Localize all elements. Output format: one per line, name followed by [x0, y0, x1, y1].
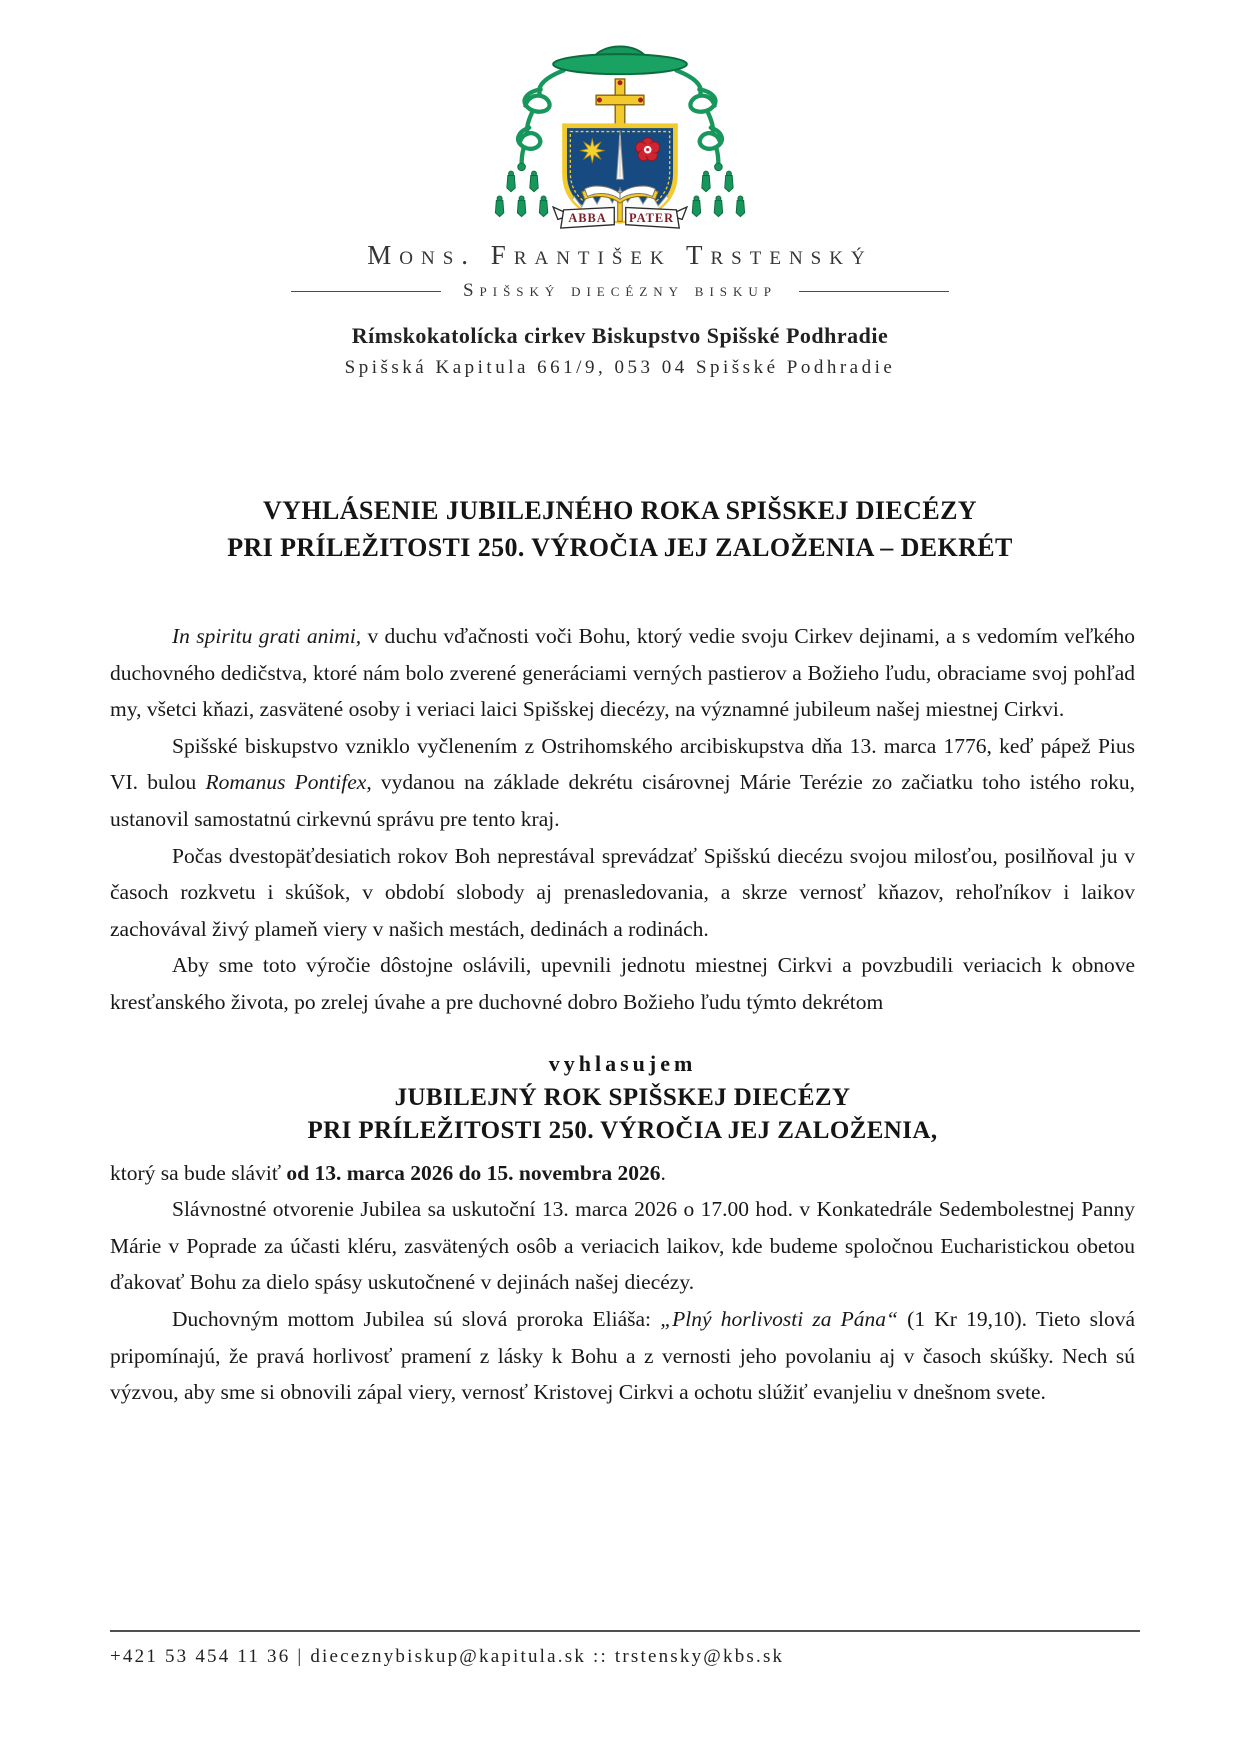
role-rule-left	[291, 291, 441, 292]
galero-hat-icon	[553, 46, 687, 74]
jubilee-date-range: od 13. marca 2026 do 15. novembra 2026	[286, 1160, 661, 1185]
paragraph-motto-b: (1 Kr 19,10). Tieto slová pripomínajú, že pravá horlivosť pramení z lásky k Bohu a z vernosti jeho povolaniu aj v časoch skúšky. Nech sú výzvou, aby sme si obnovili zápal viery, vernosť Kristovej Cirkvi a ochotu slúžiť evanjeliu v dnešnom svete.	[110, 1306, 1136, 1405]
document-title	[110, 492, 1130, 566]
decree-body	[110, 618, 1135, 1021]
bull-title: Romanus Pontifex	[205, 770, 367, 795]
paragraph-intro-text: v duchu vďačnosti voči Bohu, ktorý vedie svoju Cirkev dejinami, a s vedomím veľkého duchovného dedičstva, ktoré nám bolo zverené generáciami verných pastierov a Božieho ľudu, obraciame svoj pohľad my, všetci kňazi, zasvätené osoby i veriaci laici Spišskej diecézy, na významné jubileum našej miestnej Cirkvi.	[110, 624, 1135, 722]
paragraph-250-years: Počas dvestopäťdesiatich rokov Boh neprestával sprevádzať Spišskú diecézu svojou milosťou, posilňoval ju v časoch rozkvetu i skúšok, v období slobody aj prenasledovania, a skrze vernosť kňazov, rehoľníkov i laikov zachovával živý plameň viery v našich mestách, dedinách a rodinách.	[110, 843, 1135, 941]
motto-abba: ABBA	[568, 210, 607, 225]
decree-body-continued	[110, 1155, 1135, 1411]
bishop-role-row	[0, 279, 1240, 303]
diocese-org-name: Rímskokatolícka cirkev Biskupstvo Spišské Podhradie	[351, 323, 889, 348]
motto-pater: PATER	[629, 210, 675, 225]
paragraph-opening-ceremony: Slávnostné otvorenie Jubilea sa uskutoční 13. marca 2026 o 17.00 hod. v Konkatedrále Sedembolestnej Panny Márie v Poprade za účasti kléru, zasvätených osôb a veriacich laikov, kde budeme spoločnou Eucharistickou obetou ďakovať Bohu za dielo spásy uskutočnené v dejinách našej diecézy.	[110, 1197, 1135, 1295]
bishop-role: Spišský diecézny biskup	[462, 280, 778, 301]
letterhead-crest	[0, 0, 1240, 230]
paragraph-motto-a: Duchovným mottom Jubilea sú slová proroka Eliáša:	[172, 1306, 661, 1331]
paragraph-purpose: Aby sme toto výročie dôstojne oslávili, upevnili jednotu miestnej Cirkvi a povzbudili veriacich k obnove kresťanského života, po zrelej úvahe a pre duchovné dobro Božieho ľudu týmto dekrétom	[110, 953, 1135, 1014]
bishop-name: Mons. František Trstenský	[367, 240, 873, 270]
paragraph-dates-b: .	[660, 1160, 666, 1185]
paragraph-history-b: , vydanou na základe dekrétu cisárovnej Márie Terézie zo začiatku toho istého roku, ustanovil samostatnú cirkevnú správu pre tento kraj.	[110, 770, 1135, 831]
paragraph-dates-a: ktorý sa bude sláviť	[110, 1160, 287, 1185]
proclamation-line1: JUBILEJNÝ ROK SPIŠSKEJ DIECÉZY	[394, 1083, 851, 1111]
paragraph-motto	[110, 1301, 1135, 1411]
galero-cords-left	[495, 70, 563, 216]
diocese-address: Spišská Kapitula 661/9, 053 04 Spišské Podhradie	[344, 357, 896, 378]
document-title-line1: VYHLÁSENIE JUBILEJNÉHO ROKA SPIŠSKEJ DIECÉZY	[262, 496, 977, 525]
latin-phrase: In spiritu grati animi,	[172, 624, 362, 648]
paragraph-intro	[110, 618, 1135, 728]
jubilee-motto-quote: „Plný horlivosti za Pána“	[660, 1306, 898, 1331]
role-rule-right	[799, 291, 949, 292]
proclamation-verb: vyhlasujem	[548, 1050, 697, 1076]
proclamation-line2: PRI PRÍLEŽITOSTI 250. VÝROČIA JEJ ZALOŽENIA,	[307, 1117, 938, 1145]
episcopal-coat-of-arms-icon	[448, 34, 792, 230]
star-icon	[580, 138, 605, 163]
galero-cords-right	[676, 70, 744, 216]
document-title-line2: PRI PRÍLEŽITOSTI 250. VÝROČIA JEJ ZALOŽENIA – DEKRÉT	[227, 533, 1013, 562]
proclamation-block	[110, 1047, 1135, 1148]
page-footer	[110, 1630, 1140, 1669]
paragraph-dates	[110, 1155, 1135, 1192]
paragraph-history-a: Spišské biskupstvo vzniklo vyčlenením z Ostrihomského arcibiskupstva dňa 13. marca 1776, keď pápež Pius VI. bulou	[110, 733, 1135, 795]
cross-icon	[596, 79, 644, 129]
contact-info: +421 53 454 11 36 | dieceznybiskup@kapitula.sk :: trstensky@kbs.sk	[110, 1646, 785, 1667]
paragraph-history	[110, 728, 1135, 838]
